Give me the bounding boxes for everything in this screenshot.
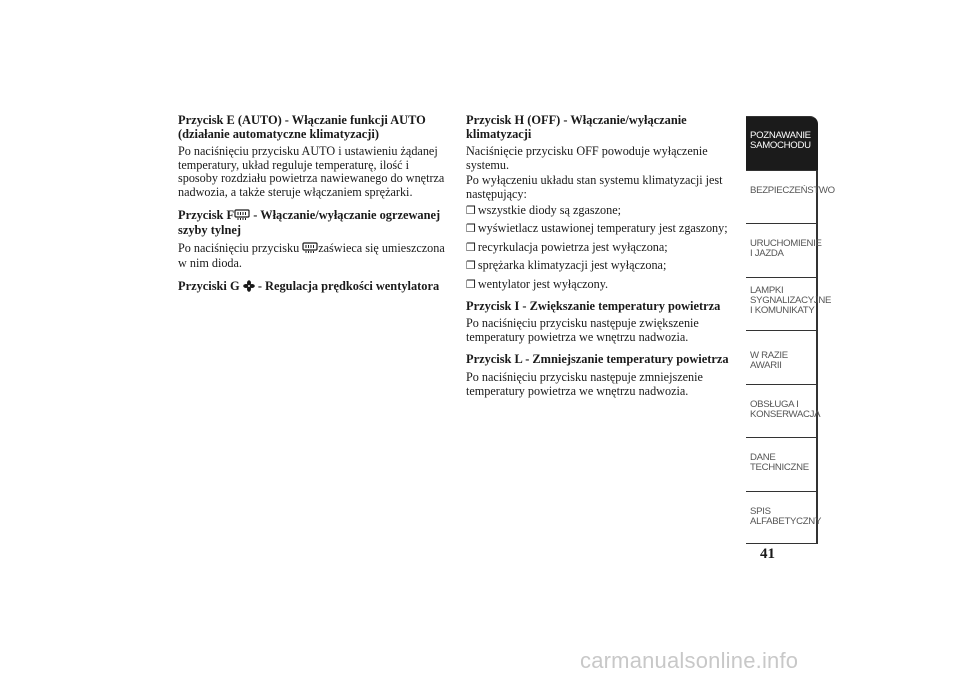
tab-uruchomienie-i-jazda[interactable]: URUCHOMIENIE I JAZDA [746,223,818,277]
left-column [178,114,446,300]
fan-icon [243,280,255,296]
tab-poznawanie-samochodu[interactable]: POZNAWANIE SAMOCHODU [746,116,818,170]
section-off-text-2: Po wyłączeniu układu stan systemu klimatyzacji jest następujący: [466,173,723,201]
section-temp-up-heading: Przycisk I - Zwiększanie temperatury powietrza [466,298,721,313]
rear-window-heater-icon [302,242,318,258]
section-auto-heading: Przycisk E (AUTO) - Włączanie funkcji AUTO (działanie automatyczne klimatyzacji) [178,113,426,141]
list-item: ❒ wyświetlacz ustawionej temperatury jest zgaszony; [466,221,728,236]
tab-obsluga-i-konserwacja[interactable]: OBSŁUGA I KONSERWACJA [746,384,818,438]
section-rear-defrost-text: Po naciśnięciu przycisku zaświeca się umieszczona w nim dioda. [178,240,445,271]
section-fan-heading: Przyciski G - Regulacja prędkości wentylatora [178,280,446,296]
tab-w-razie-awarii[interactable]: W RAZIE AWARII [746,330,818,384]
section-off-text-1: Naciśnięcie przycisku OFF powoduje wyłączenie systemu. [466,144,708,172]
tab-spis-alfabetyczny[interactable]: SPIS ALFABETYCZNY [746,491,818,545]
checkbox-bullet-icon: ❒ [466,259,476,273]
tab-dane-techniczne[interactable]: DANE TECHNICZNE [746,437,818,491]
section-off-heading: Przycisk H (OFF) - Włączanie/wyłączanie klimatyzacji [466,113,687,141]
section-temp-up-text: Po naciśnięciu przycisku następuje zwiększenie temperatury powietrza we wnętrzu nadwozia. [466,316,699,344]
tab-bezpieczenstwo[interactable]: BEZPIECZEŃSTWO [746,170,818,224]
checkbox-bullet-icon: ❒ [466,240,476,254]
checkbox-bullet-icon: ❒ [466,203,476,217]
right-column [466,114,734,407]
section-auto-text: Po naciśnięciu przycisku AUTO i ustawieniu żądanej temperatury, układ reguluje temperaturę, ilość i sposoby rozdziału powietrza nawiewanego do wnętrza nadwozia, a także steruje włączaniem sprężarki. [178,144,445,199]
rear-window-heater-icon [234,209,250,225]
list-item: ❒ recyrkulacja powietrza jest wyłączona; [466,239,668,254]
section-temp-down-heading: Przycisk L - Zmniejszanie temperatury powietrza [466,352,729,367]
list-item: ❒ wentylator jest wyłączony. [466,276,609,291]
page-number: 41 [760,546,775,562]
checkbox-bullet-icon: ❒ [466,277,476,291]
watermark: carmanualsonline.info [580,648,799,673]
chapter-tabs [746,116,835,544]
status-list [466,204,734,292]
tab-lampki-sygnalizacyjne[interactable]: LAMPKI SYGNALIZACYJNE I KOMUNIKATY [746,277,818,331]
checkbox-bullet-icon: ❒ [466,222,476,236]
section-temp-down-text: Po naciśnięciu przycisku następuje zmniejszenie temperatury powietrza we wnętrzu nadwozia. [466,369,703,398]
list-item: ❒ sprężarka klimatyzacji jest wyłączona; [466,258,667,273]
section-rear-defrost-heading: Przycisk F - Włączanie/wyłączanie ogrzewanej szyby tylnej [178,207,441,238]
list-item: ❒ wszystkie diody są zgaszone; [466,202,622,217]
